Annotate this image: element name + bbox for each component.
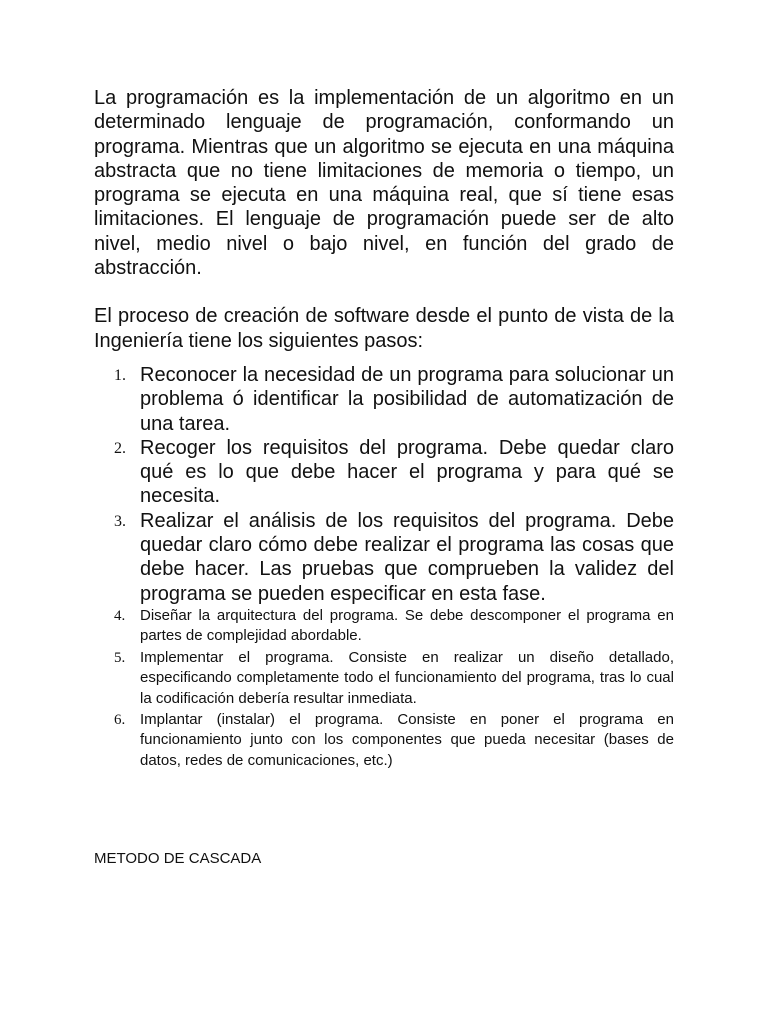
- list-item: [94, 363, 674, 436]
- list-item-number: 1.: [114, 366, 126, 384]
- list-item: [94, 606, 674, 647]
- list-item-text: Reconocer la necesidad de un programa para solucionar un problema ó identificar la posibilidad de automatización de una tarea.: [140, 363, 674, 435]
- list-item-text: Diseñar la arquitectura del programa. Se debe descomponer el programa en partes de complejidad abordable.: [140, 606, 674, 645]
- list-item-text: Implantar (instalar) el programa. Consiste en poner el programa en funcionamiento junto con los componentes que pueda necesitar (bases de datos, redes de comunicaciones, etc.): [140, 710, 674, 769]
- list-item-text: Implementar el programa. Consiste en realizar un diseño detallado, especificando completamente todo el funcionamiento del programa, tras lo cual la codificación debería resultar inmediata.: [140, 648, 674, 707]
- list-item-number: 5.: [114, 649, 126, 666]
- list-item-number: 2.: [114, 439, 126, 457]
- list-item: [94, 436, 674, 509]
- list-item-text: Recoger los requisitos del programa. Debe quedar claro qué es lo que debe hacer el programa y para qué se necesita.: [140, 436, 674, 508]
- list-item: [94, 710, 674, 771]
- steps-list: [94, 363, 674, 771]
- document-body: [94, 86, 674, 771]
- list-item-number: 6.: [114, 711, 126, 728]
- list-item-text: Realizar el análisis de los requisitos del programa. Debe quedar claro cómo debe realizar el programa las cosas que debe hacer. Las pruebas que comprueben la validez del programa se pueden especificar en esta fase.: [140, 509, 674, 605]
- intro-paragraph: La programación es la implementación de un algoritmo en un determinado lenguaje de programación, conformando un programa. Mientras que un algoritmo se ejecuta en una máquina abstracta que no tiene limitaciones de memoria o tiempo, un programa se ejecuta en una máquina real, que sí tiene esas limitaciones. El lenguaje de programación puede ser de alto nivel, medio nivel o bajo nivel, en función del grado de abstracción.: [94, 87, 674, 280]
- list-item: [94, 648, 674, 709]
- process-paragraph: El proceso de creación de software desde el punto de vista de la Ingeniería tiene los siguientes pasos:: [94, 305, 674, 352]
- list-item-number: 4.: [114, 607, 126, 624]
- section-heading: METODO DE CASCADA: [94, 850, 262, 867]
- list-item: [94, 509, 674, 606]
- list-item-number: 3.: [114, 512, 126, 530]
